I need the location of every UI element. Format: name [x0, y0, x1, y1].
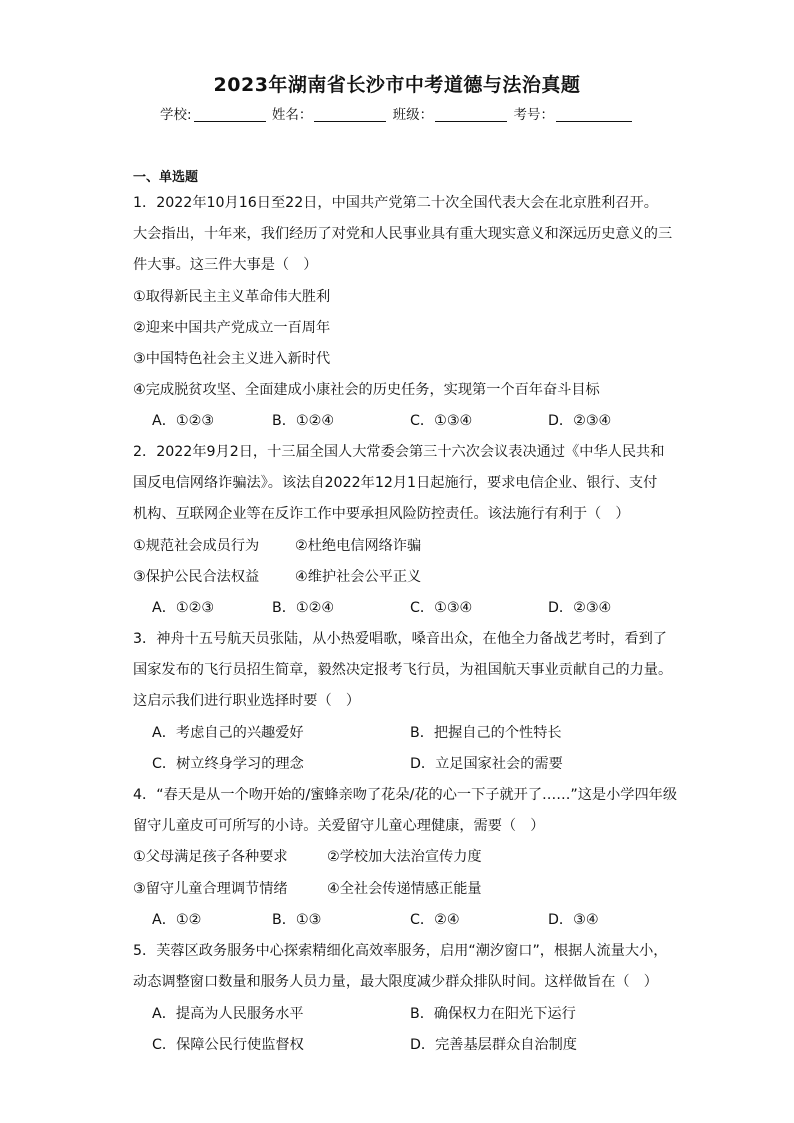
school-blank[interactable]: [194, 107, 266, 122]
q5-stem-line-2: 动态调整窗口数量和服务人员力量，最大限度减少群众排队时间。这样做旨在（ ）: [133, 974, 658, 990]
q2-item-2: ②杜绝电信网络诈骗: [295, 538, 422, 554]
q1-option-c[interactable]: C．①③④: [410, 413, 473, 429]
q2-stem-line-1: 2．2022年9月2日，十三届全国人大常委会第三十六次会议表决通过《中华人民共和: [133, 444, 665, 460]
q2-item-3: ③保护公民合法权益: [133, 569, 260, 585]
page-title: 2023年湖南省长沙市中考道德与法治真题: [213, 74, 581, 96]
q4-option-a[interactable]: A．①②: [152, 912, 202, 928]
q1-item-2: ②迎来中国共产党成立一百周年: [133, 320, 331, 336]
q3-option-d[interactable]: D．立足国家社会的需要: [410, 756, 563, 772]
q2-option-a[interactable]: A．①②③: [152, 600, 215, 616]
q2-item-1: ①规范社会成员行为: [133, 538, 260, 554]
student-info-line: [0, 103, 794, 123]
q4-item-4: ④全社会传递情感正能量: [327, 881, 482, 897]
name-blank[interactable]: [314, 107, 386, 122]
q3-stem-line-3: 这启示我们进行职业选择时要（ ）: [133, 693, 361, 709]
exam-no-blank[interactable]: [556, 107, 632, 122]
q2-stem-line-3: 机构、互联网企业等在反诈工作中要承担风险防控责任。该法施行有利于（ ）: [133, 506, 630, 522]
q2-option-c[interactable]: C．①③④: [410, 600, 473, 616]
q1-item-1: ①取得新民主主义革命伟大胜利: [133, 289, 331, 305]
section-heading: 一、单选题: [133, 170, 199, 185]
q5-option-a[interactable]: A．提高为人民服务水平: [152, 1006, 304, 1022]
q2-option-b[interactable]: B．①②④: [272, 600, 335, 616]
q4-stem-line-2: 留守儿童皮可可所写的小诗。关爱留守儿童心理健康，需要（ ）: [133, 818, 545, 834]
q3-option-b[interactable]: B．把握自己的个性特长: [410, 725, 562, 741]
q2-option-d[interactable]: D．②③④: [548, 600, 612, 616]
q1-option-d[interactable]: D．②③④: [548, 413, 612, 429]
q1-stem-line-3: 件大事。这三件大事是（ ）: [133, 257, 318, 273]
q4-stem-line-1: 4．“春天是从一个吻开始的/蜜蜂亲吻了花朵/花的心一下子就开了……”这是小学四年级: [133, 787, 678, 803]
q3-stem-line-2: 国家发布的飞行员招生简章，毅然决定报考飞行员，为祖国航天事业贡献自己的力量。: [133, 662, 673, 678]
q4-option-d[interactable]: D．③④: [548, 912, 599, 928]
q4-option-c[interactable]: C．②④: [410, 912, 460, 928]
class-label: 班级：: [392, 107, 434, 123]
q4-item-1: ①父母满足孩子各种要求: [133, 849, 288, 865]
q1-option-b[interactable]: B．①②④: [272, 413, 335, 429]
name-label: 姓名：: [271, 107, 313, 123]
class-blank[interactable]: [435, 107, 507, 122]
q1-stem-line-1: 1．2022年10月16日至22日，中国共产党第二十次全国代表大会在北京胜利召开。: [133, 195, 658, 211]
school-label: 学校:: [160, 107, 192, 123]
q5-option-c[interactable]: C．保障公民行使监督权: [152, 1037, 304, 1053]
q5-option-d[interactable]: D．完善基层群众自治制度: [410, 1037, 577, 1053]
q1-stem-line-2: 大会指出，十年来，我们经历了对党和人民事业具有重大现实意义和深远历史意义的三: [133, 226, 673, 242]
q4-item-2: ②学校加大法治宣传力度: [327, 849, 482, 865]
q3-option-c[interactable]: C．树立终身学习的理念: [152, 756, 304, 772]
q4-option-b[interactable]: B．①③: [272, 912, 322, 928]
q1-item-4: ④完成脱贫攻坚、全面建成小康社会的历史任务，实现第一个百年奋斗目标: [133, 382, 600, 398]
q1-item-3: ③中国特色社会主义进入新时代: [133, 351, 331, 367]
q1-option-a[interactable]: A．①②③: [152, 413, 215, 429]
exam-no-label: 考号：: [513, 107, 554, 123]
q3-stem-line-1: 3．神舟十五号航天员张陆，从小热爱唱歌，嗓音出众，在他全力备战艺考时，看到了: [133, 631, 667, 647]
q2-stem-line-2: 国反电信网络诈骗法》。该法自2022年12月1日起施行，要求电信企业、银行、支付: [133, 475, 658, 491]
q2-item-4: ④维护社会公平正义: [295, 569, 422, 585]
q5-option-b[interactable]: B．确保权力在阳光下运行: [410, 1006, 576, 1022]
q4-item-3: ③留守儿童合理调节情绪: [133, 881, 288, 897]
q3-option-a[interactable]: A．考虑自己的兴趣爱好: [152, 725, 304, 741]
q5-stem-line-1: 5．芙蓉区政务服务中心探索精细化高效率服务，启用“潮汐窗口”，根据人流量大小，: [133, 943, 668, 959]
